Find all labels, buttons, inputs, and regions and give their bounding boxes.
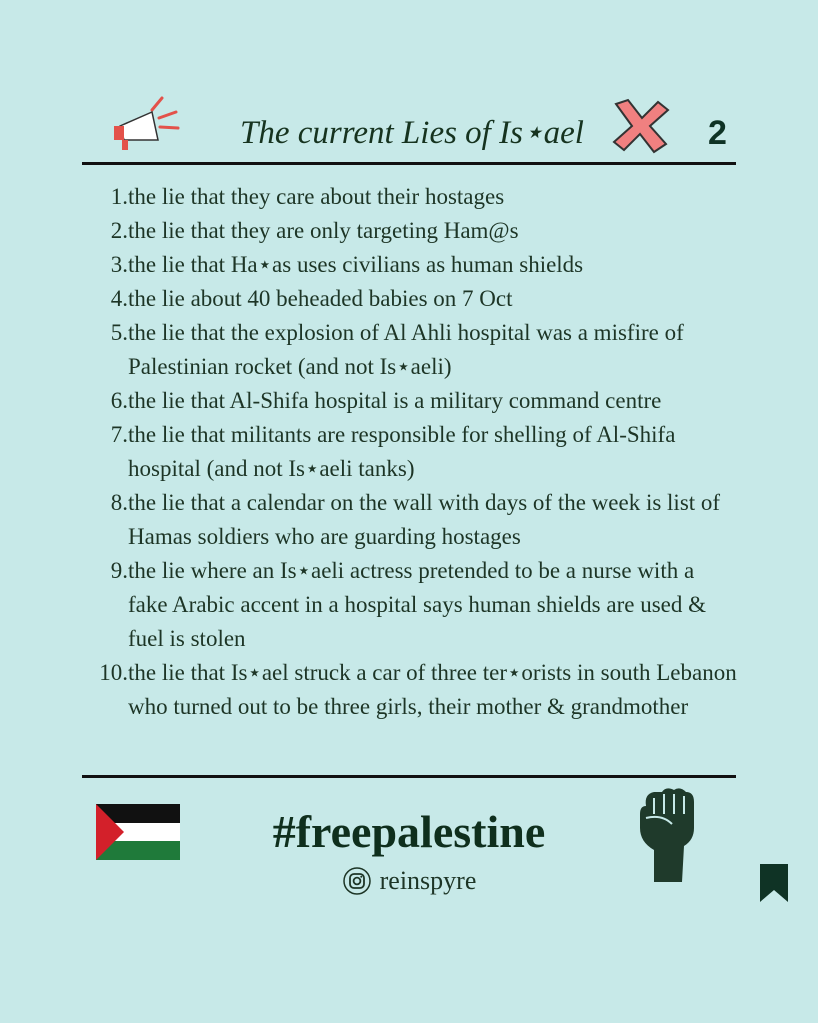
list-text: the lie that militants are responsible for shelling of Al-Shifa hospital (and not Is⋆aeli tanks)	[128, 422, 676, 481]
list-item	[88, 282, 738, 316]
list-number: 2.	[110, 218, 128, 243]
list-text: the lie that they are only targeting Ham@s	[128, 218, 519, 243]
megaphone-icon	[112, 96, 182, 156]
list-text: the lie that the explosion of Al Ahli hospital was a misfire of Palestinian rocket (and not Is⋆aeli)	[128, 320, 684, 379]
instagram-icon	[342, 866, 372, 896]
list-item	[88, 656, 738, 724]
list-text: the lie where an Is⋆aeli actress pretended to be a nurse with a fake Arabic accent in a hospital says human shields are used & fuel is stolen	[128, 558, 707, 651]
list-number: 10.	[99, 660, 128, 685]
list-item	[88, 214, 738, 248]
list-number: 8.	[110, 490, 128, 515]
list-text: the lie that a calendar on the wall with days of the week is list of Hamas soldiers who are guarding hostages	[128, 490, 721, 549]
list-number: 6.	[110, 388, 128, 413]
raised-fist-icon	[632, 784, 702, 884]
list-text: the lie that they care about their hostages	[128, 184, 505, 209]
bookmark-icon[interactable]	[758, 864, 790, 902]
list-item	[88, 316, 738, 384]
list-number: 9.	[110, 558, 128, 583]
list-text: the lie that Al-Shifa hospital is a military command centre	[128, 388, 662, 413]
list-item	[88, 554, 738, 656]
list-number: 5.	[110, 320, 128, 345]
hashtag: #freepalestine	[272, 806, 546, 857]
page-title: The current Lies of Is⋆ael	[240, 115, 584, 151]
list-number: 1.	[110, 184, 128, 209]
list-text: the lie about 40 beheaded babies on 7 Oct	[128, 286, 513, 311]
list-text: the lie that Is⋆ael struck a car of three ter⋆orists in south Lebanon who turned out to be three girls, their mother & grandmother	[128, 660, 737, 719]
page-number: 2	[708, 114, 727, 152]
bottom-divider	[82, 775, 736, 778]
list-item	[88, 384, 738, 418]
handle-text: reinspyre	[379, 866, 477, 895]
list-number: 7.	[110, 422, 128, 447]
top-divider	[82, 162, 736, 165]
list-item	[88, 180, 738, 214]
header	[0, 0, 818, 170]
lies-list	[88, 180, 738, 724]
list-number: 4.	[110, 286, 128, 311]
list-item	[88, 418, 738, 486]
list-item	[88, 248, 738, 282]
list-text: the lie that Ha⋆as uses civilians as human shields	[128, 252, 584, 277]
list-item	[88, 486, 738, 554]
cross-mark-icon	[608, 98, 674, 154]
list-number: 3.	[110, 252, 128, 277]
